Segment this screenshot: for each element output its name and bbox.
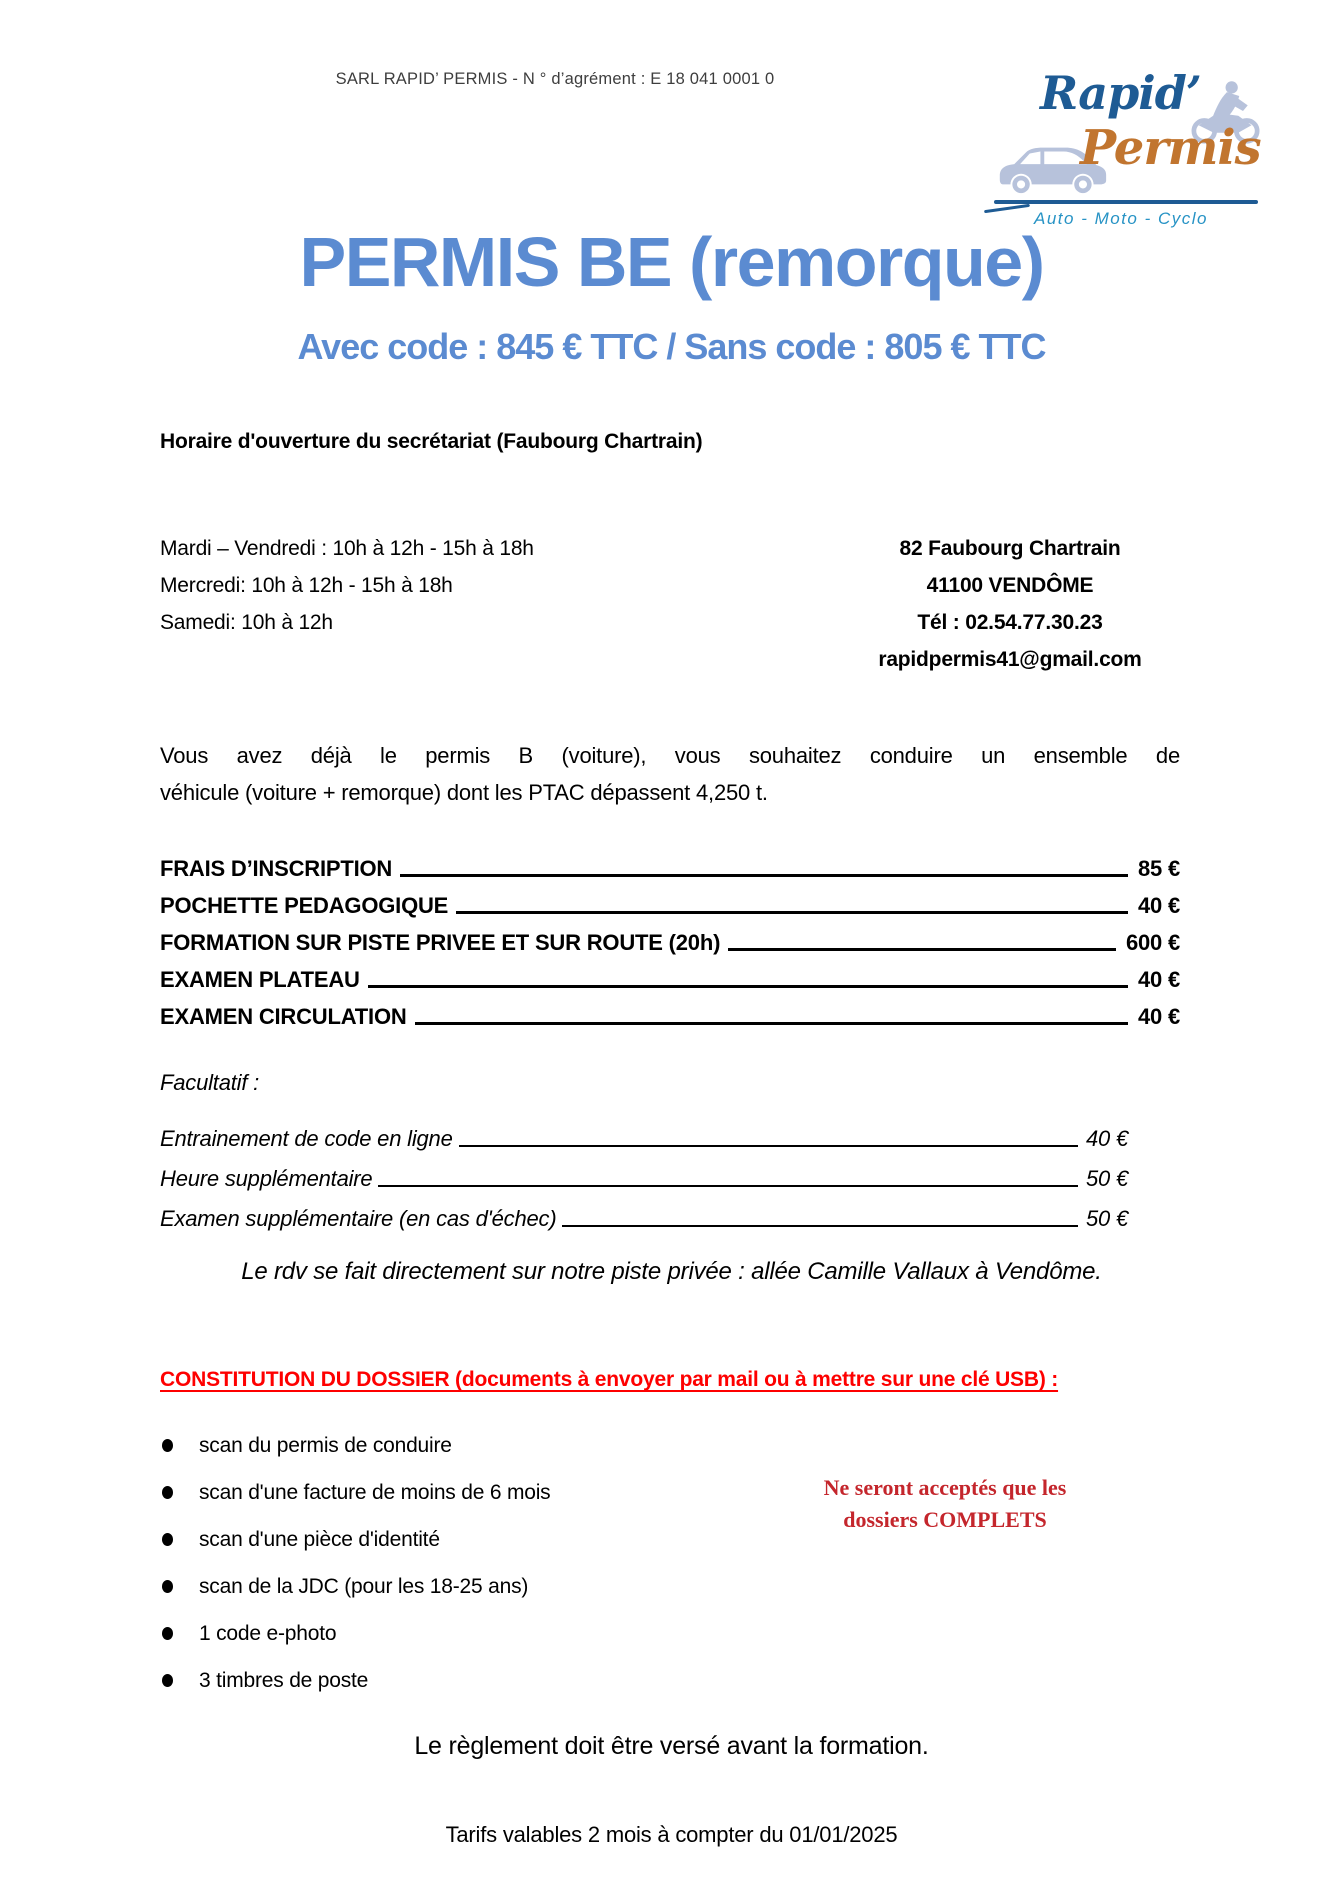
fee-label: FORMATION SUR PISTE PRIVEE ET SUR ROUTE (20h) [160,930,721,955]
payment-note: Le règlement doit être versé avant la formation. [414,1732,929,1760]
bullet-icon [162,1627,173,1640]
fee-price: 40 € [1137,967,1180,992]
optional-fee-label: Entrainement de code en ligne [160,1126,453,1151]
optional-fee-label: Heure supplémentaire [160,1166,373,1191]
fee-label: POCHETTE PEDAGOGIQUE [160,893,449,918]
fees-table [160,845,1180,1030]
complete-dossier-warning [770,1472,1120,1536]
list-item [162,1563,762,1610]
optional-fee-label: Examen supplémentaire (en cas d'échec) [160,1206,557,1231]
opening-hours [160,530,534,641]
list-item [162,1610,762,1657]
optional-fee-price: 50 € [1085,1166,1128,1191]
dotted-leader [378,1185,1078,1187]
dotted-leader [728,948,1116,951]
schedule-line: Mercredi: 10h à 12h - 15h à 18h [160,574,453,597]
dotted-leader [459,1145,1078,1147]
dossier-heading: CONSTITUTION DU DOSSIER (documents à envoyer par mail ou à mettre sur une clé USB) : [160,1368,1059,1391]
contact-email: rapidpermis41@gmail.com [878,648,1142,671]
bullet-icon [162,1580,173,1593]
dotted-leader [400,874,1128,877]
fee-price: 600 € [1125,930,1180,955]
page-title: PERMIS BE (remorque) [299,223,1044,301]
warning-line: dossiers COMPLETS [843,1507,1047,1532]
schedule-line: Samedi: 10h à 12h [160,611,333,634]
list-item-label: scan d'une pièce d'identité [199,1527,440,1551]
optional-heading: Facultatif : [160,1070,260,1095]
fee-row [160,919,1180,956]
optional-fees-section [160,1070,1128,1232]
fee-row [160,993,1180,1030]
fee-price: 40 € [1137,1004,1180,1029]
list-item-label: 1 code e-photo [199,1621,337,1645]
optional-fee-price: 50 € [1085,1206,1128,1231]
agrement-header: SARL RAPID’ PERMIS - N ° d’agrément : E 18 041 0001 0 [335,70,775,88]
bullet-icon [162,1674,173,1687]
contact-city-line: 41100 VENDÔME [926,574,1094,597]
logo-word-rapid: Rapid’ [1040,66,1201,120]
logo-word-permis: Permis [1080,120,1261,176]
contact-address-line: 82 Faubourg Chartrain [899,537,1121,560]
dotted-leader [415,1022,1128,1025]
contact-phone: Tél : 02.54.77.30.23 [917,611,1103,634]
logo-underline [994,200,1258,204]
fee-label: EXAMEN PLATEAU [160,967,360,992]
pricing-subtitle: Avec code : 845 € TTC / Sans code : 805 € TTC [297,326,1046,367]
hours-heading: Horaire d'ouverture du secrétariat (Faubourg Chartrain) [160,430,703,453]
list-item-label: scan du permis de conduire [199,1433,452,1457]
intro-line: Vous avez déjà le permis B (voiture), vous souhaitez conduire un ensemble de [160,743,1180,768]
optional-fee-row [160,1192,1128,1232]
intro-line: véhicule (voiture + remorque) dont les PTAC dépassent 4,250 t. [160,780,768,805]
fee-row [160,956,1180,993]
warning-line: Ne seront acceptés que les [823,1475,1067,1500]
fee-row [160,845,1180,882]
validity-footer: Tarifs valables 2 mois à compter du 01/01/2025 [445,1822,898,1847]
rdv-note: Le rdv se fait directement sur notre piste privée : allée Camille Vallaux à Vendôme. [241,1258,1102,1285]
list-item [162,1422,762,1469]
optional-fee-row [160,1152,1128,1192]
rapid-permis-logo [988,60,1278,240]
schedule-line: Mardi – Vendredi : 10h à 12h - 15h à 18h [160,537,534,560]
dotted-leader [368,985,1128,988]
bullet-icon [162,1439,173,1452]
bullet-icon [162,1486,173,1499]
list-item-label: scan d'une facture de moins de 6 mois [199,1480,551,1504]
list-item-label: scan de la JDC (pour les 18-25 ans) [199,1574,529,1598]
logo-underline-tail [984,204,1030,213]
list-item-label: 3 timbres de poste [199,1668,369,1692]
fee-price: 40 € [1137,893,1180,918]
optional-fee-price: 40 € [1085,1126,1128,1151]
contact-block [820,530,1200,678]
bullet-icon [162,1533,173,1546]
list-item [162,1657,762,1704]
list-item [162,1469,762,1516]
fee-label: EXAMEN CIRCULATION [160,1004,407,1029]
dossier-checklist [162,1422,762,1704]
fee-price: 85 € [1137,856,1180,881]
dotted-leader [562,1225,1077,1227]
list-item [162,1516,762,1563]
fee-label: FRAIS D’INSCRIPTION [160,856,393,881]
logo-tagline: Auto - Moto - Cyclo [1034,209,1208,228]
intro-paragraph [160,737,1180,811]
optional-fee-row [160,1112,1128,1152]
fee-row [160,882,1180,919]
dotted-leader [456,911,1128,914]
